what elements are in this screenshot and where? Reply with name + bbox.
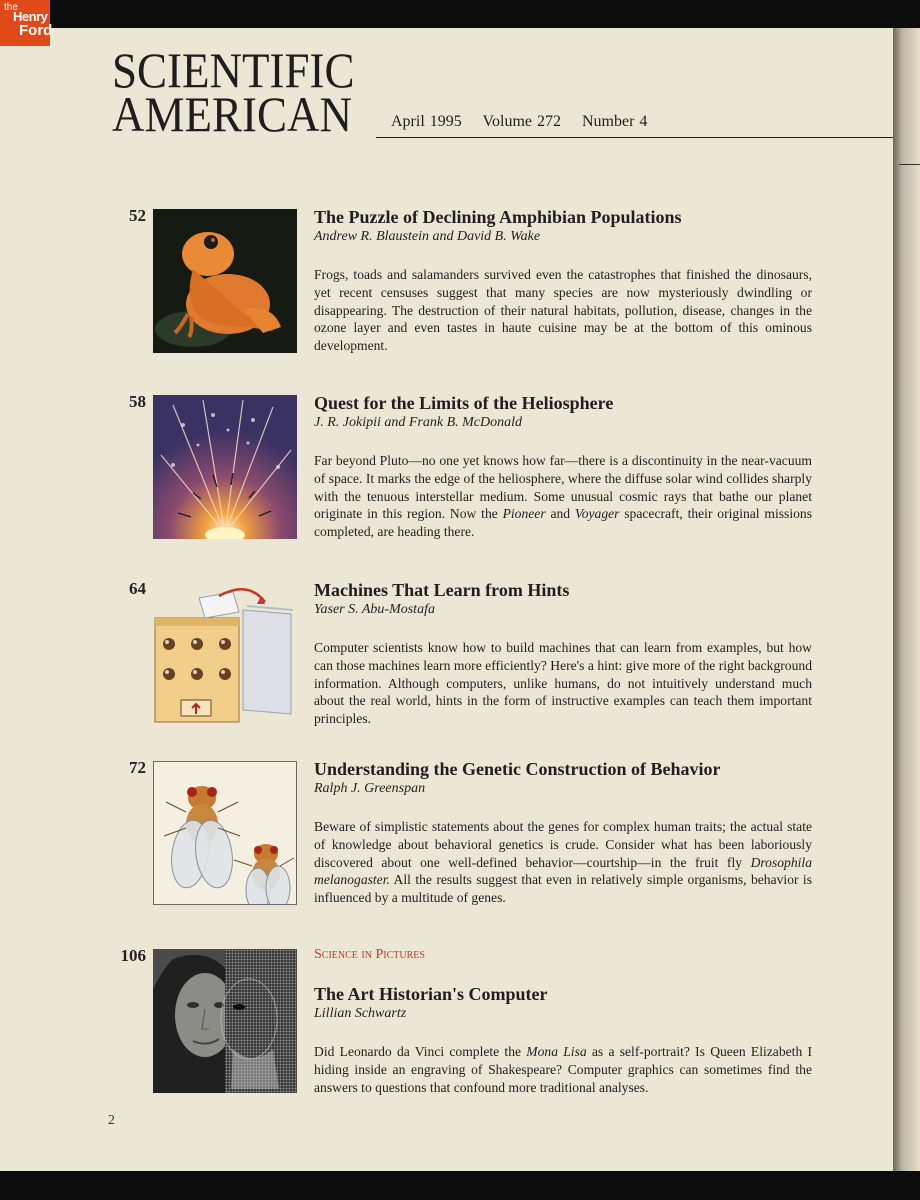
- frog-image[interactable]: [153, 209, 297, 353]
- article-title[interactable]: The Art Historian's Computer: [314, 984, 548, 1004]
- henry-ford-logo: the Henry Ford: [0, 0, 50, 46]
- issue-number: Number 4: [581, 113, 648, 130]
- masthead-line-1: SCIENTIFIC: [112, 42, 355, 98]
- page-number-72: 72: [129, 758, 146, 777]
- facing-page-edge: [893, 28, 920, 1171]
- article-author: Lillian Schwartz: [314, 1006, 407, 1021]
- article-author: Yaser S. Abu-Mostafa: [314, 602, 435, 617]
- page-number-58: 58: [129, 392, 146, 411]
- facing-page-rule: [899, 164, 920, 165]
- learning-machine-image[interactable]: [153, 582, 297, 726]
- masthead: [112, 42, 355, 142]
- article-author: Andrew R. Blaustein and David B. Wake: [314, 229, 541, 244]
- article-title[interactable]: The Puzzle of Declining Amphibian Populations: [314, 207, 682, 227]
- article-summary: Computer scientists know how to build machines that can learn from examples, but how can those machines learn more efficiently? Here's a hint: give more of the right background information. Although computers, unlike humans, do not intuitively understand much about the real world, hints in the form of instructive examples can teach them important principles.: [314, 640, 812, 727]
- article-title[interactable]: Quest for the Limits of the Heliosphere: [314, 393, 614, 413]
- article-summary: Beware of simplistic statements about the genes for complex human traits; the actual state of knowledge about behavioral genetics is crude. Consider what has been laboriously discovered about one well-defined behavior—courtship—in the fruit fly Drosophila melanogaster. All the results suggest that even in relatively simple organisms, behavior is influenced by a multitude of genes.: [314, 819, 812, 906]
- issue-volume: Volume 272: [482, 113, 561, 130]
- article-summary: Frogs, toads and salamanders survived even the catastrophes that finished the dinosaurs, yet recent censuses suggest that many species are now mysteriously dwindling or disappearing. The destruction of their natural habitats, pollution, disease, changes in the ozone layer and even tastes in haute cuisine may be at the bottom of this ominous development.: [314, 267, 812, 354]
- article-summary: Far beyond Pluto—no one yet knows how far—there is a discontinuity in the near-vacuum of space. It marks the edge of the heliosphere, where the diffuse solar wind collides sharply with the tenuous interstellar medium. Some unusual cosmic rays that bathe our planet originate in this region. Now the Pioneer and Voyager spacecraft, their original missions completed, are heading there.: [314, 453, 812, 540]
- article-heliosphere[interactable]: [314, 393, 812, 541]
- article-machines-hints[interactable]: [314, 580, 812, 728]
- article-amphibians[interactable]: [314, 207, 812, 355]
- article-genetic-behavior[interactable]: [314, 759, 812, 907]
- issue-info: [391, 113, 663, 131]
- article-author: J. R. Jokipii and Frank B. McDonald: [314, 415, 523, 430]
- heliosphere-image[interactable]: [153, 395, 297, 539]
- section-kicker: Science in Pictures: [314, 947, 425, 962]
- page-number-52: 52: [129, 206, 146, 225]
- mona-lisa-image[interactable]: [153, 949, 297, 1093]
- page-number-106: 106: [120, 946, 146, 965]
- article-author: Ralph J. Greenspan: [314, 781, 426, 796]
- article-title[interactable]: Understanding the Genetic Construction of Behavior: [314, 759, 721, 779]
- article-art-historian[interactable]: [314, 946, 812, 1096]
- page-number-64: 64: [129, 579, 146, 598]
- page-folio: 2: [108, 1113, 115, 1128]
- article-title[interactable]: Machines That Learn from Hints: [314, 580, 570, 600]
- article-summary: Did Leonardo da Vinci complete the Mona Lisa as a self-portrait? Is Queen Elizabeth I hiding inside an engraving of Shakespeare? Computer graphics can sometimes find the answers to questions that confound more traditional analyses.: [314, 1044, 812, 1095]
- issue-date: April 1995: [391, 113, 462, 130]
- masthead-line-2: AMERICAN: [112, 86, 353, 142]
- masthead-rule: [376, 137, 893, 138]
- fruit-fly-image[interactable]: [153, 761, 297, 905]
